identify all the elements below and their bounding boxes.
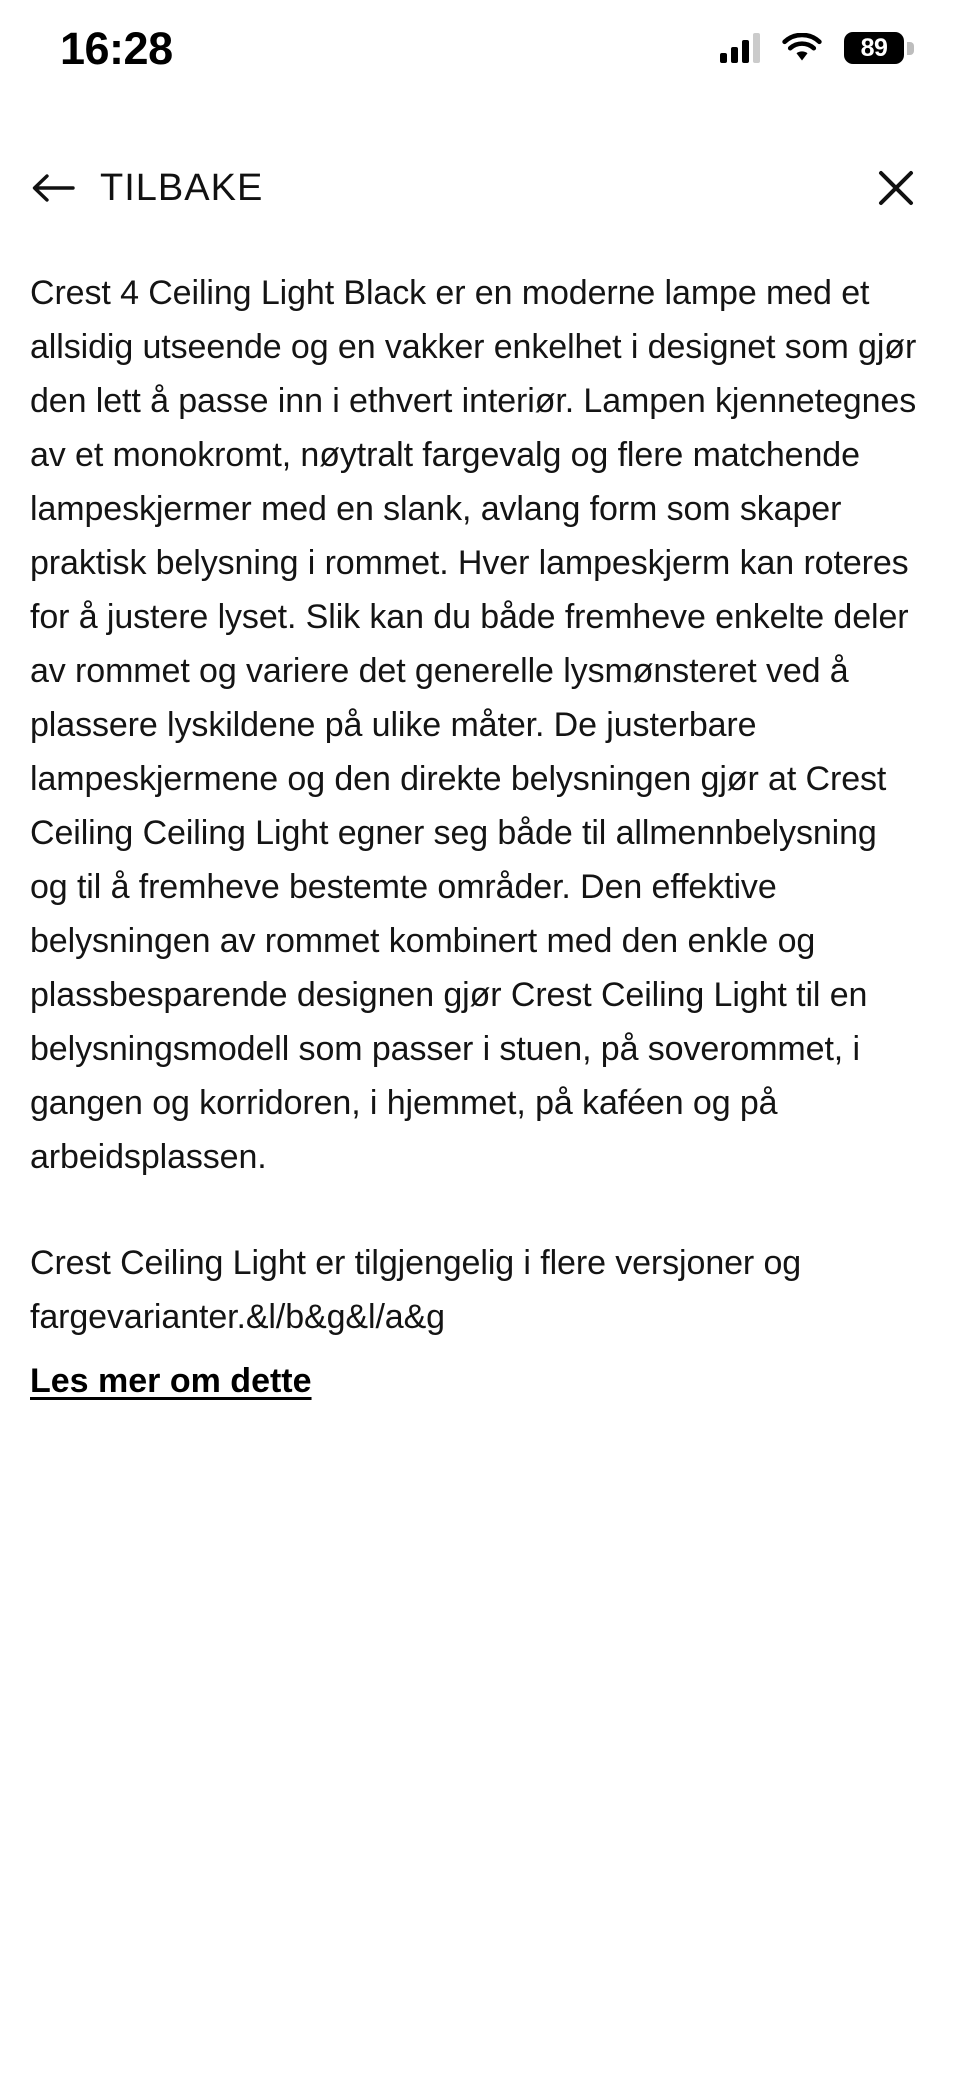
cellular-signal-icon	[720, 33, 760, 63]
nav-header	[0, 140, 960, 236]
description-paragraph-2: Crest Ceiling Light er tilgjengelig i flere versjoner og fargevarianter.&l/b&g&l/a&g	[30, 1244, 802, 1336]
wifi-icon	[782, 33, 822, 63]
back-button[interactable]	[30, 168, 263, 208]
battery-body	[844, 32, 904, 64]
read-more-link[interactable]: Les mer om dette	[30, 1362, 312, 1400]
battery-icon	[844, 32, 914, 64]
battery-level-text: 89	[860, 33, 888, 62]
product-description-content	[0, 236, 960, 1408]
status-bar-icons	[720, 32, 914, 64]
description-paragraph-1: Crest 4 Ceiling Light Black er en moderne lampe med et allsidig utseende og en vakker enkelhet i designet som gjør den lett å passe inn i ethvert interiør. Lampen kjennetegnes av et monokromt, nøytralt fargevalg og flere matchende lampeskjermer med en slank, avlang form som skaper praktisk belysning i rommet. Hver lampeskjerm kan roteres for å justere lyset. Slik kan du både fremheve enkelte deler av rommet og variere det generelle lysmønsteret ved å plassere lyskildene på ulike måter. De justerbare lampeskjermene og den direkte belysningen gjør at Crest Ceiling Ceiling Light egner seg både til allmennbelysning og til å fremheve bestemte områder. Den effektive belysningen av rommet kombinert med den enkle og plassbesparende designen gjør Crest Ceiling Light til en belysningsmodell som passer i stuen, på soverommet, i gangen og korridoren, i hjemmet, på kaféen og på arbeidsplassen.	[30, 274, 917, 1176]
arrow-left-icon	[30, 168, 76, 208]
status-bar-clock: 16:28	[60, 22, 173, 74]
back-button-label: TILBAKE	[100, 167, 264, 209]
status-bar	[0, 0, 960, 96]
close-icon[interactable]	[874, 166, 918, 210]
battery-nub	[907, 42, 914, 55]
